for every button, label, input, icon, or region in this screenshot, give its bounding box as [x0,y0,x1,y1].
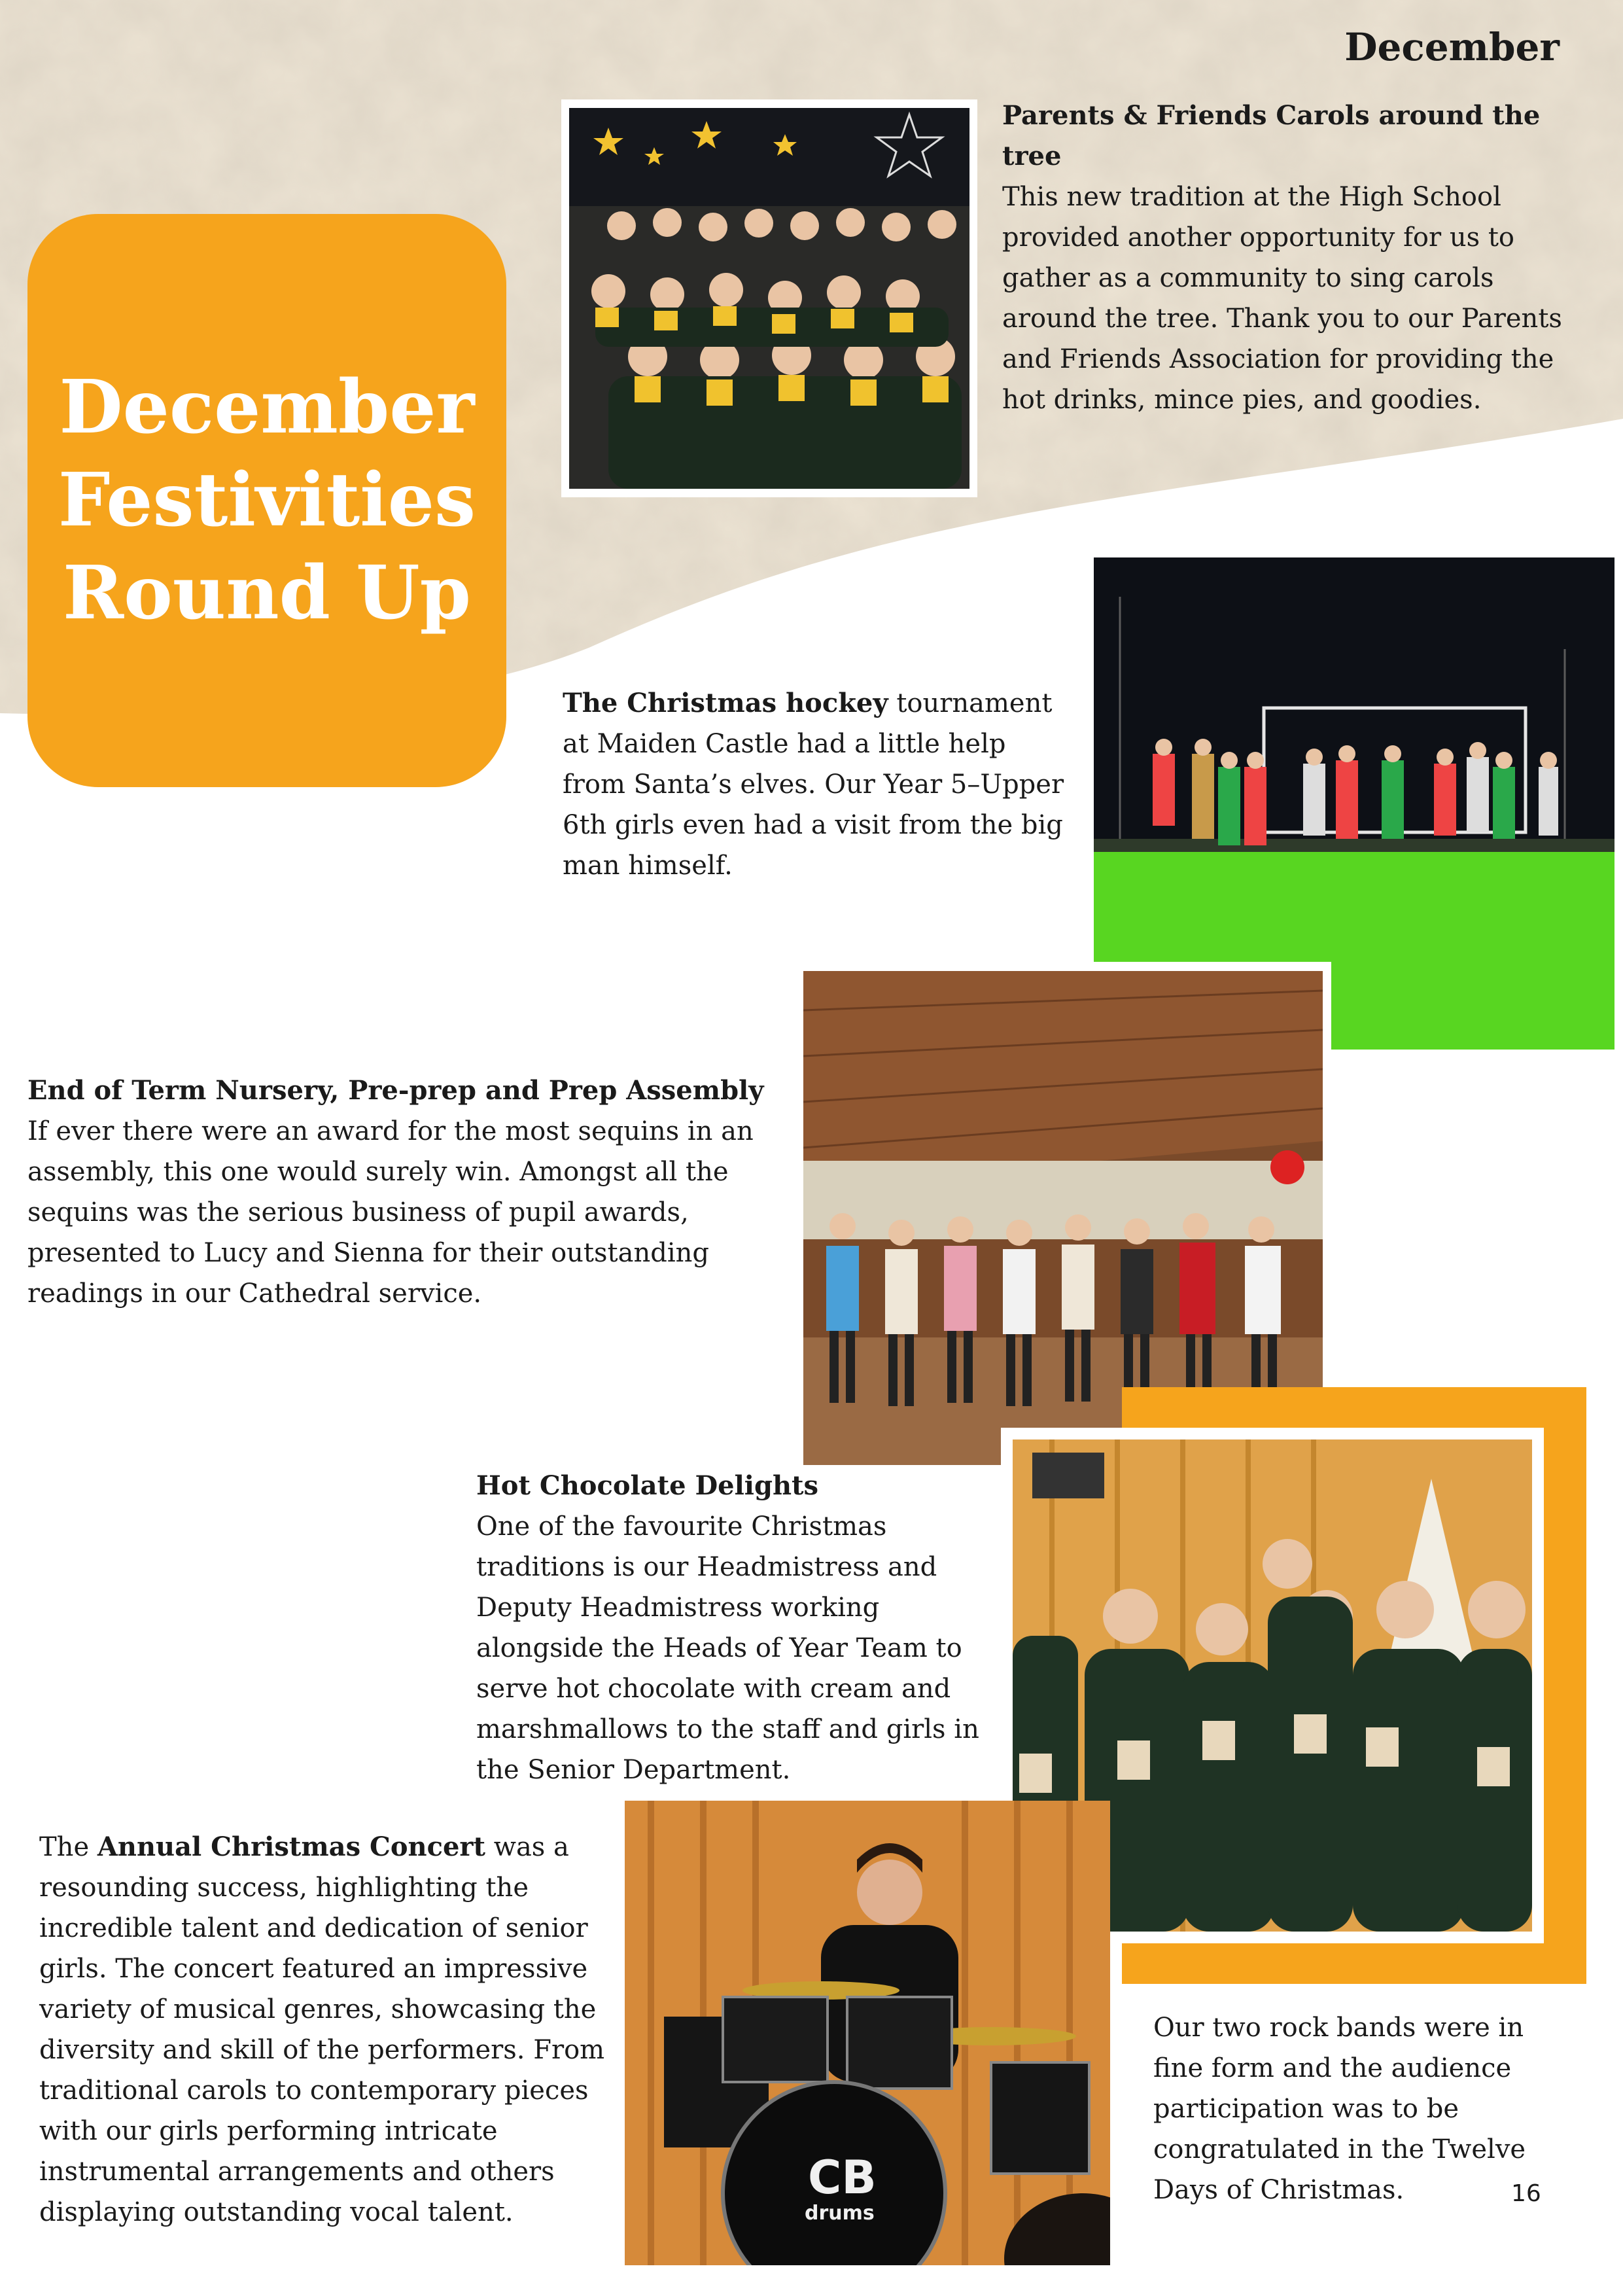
carols-heading: Parents & Friends Carols around the tree [1002,100,1541,171]
carols-photo [569,108,969,489]
concert-photo [625,1801,1110,2265]
hot-chocolate-section [476,1466,993,1790]
title-line-1: December [59,364,475,450]
hockey-body: tournament at Maiden Castle had a little help from Santa’s elves. Our Year 5–Upper 6th girls even had a visit from the big man himself. [563,688,1064,881]
assembly-section [27,1070,773,1314]
drum-logo-sub: drums [805,2202,875,2225]
concert-prefix: The [39,1832,97,1862]
title-line-2: Festivities [58,457,476,543]
month-label: December [1344,25,1560,69]
carols-body: This new tradition at the High School provided another opportunity for us to gather as a community to sing carols around the tree. Thank you to our Parents and Friends Association for providing the hot drinks, mince pies, and goodies. [1002,182,1562,415]
concert-section [39,1827,615,2233]
hockey-heading: The Christmas hockey [563,688,888,718]
page-title [58,361,476,641]
hot-chocolate-heading: Hot Chocolate Delights [476,1470,819,1501]
title-box [27,214,506,787]
page-number: 16 [1511,2180,1541,2207]
concert-heading: Annual Christmas Concert [97,1831,485,1862]
hockey-section [563,683,1073,886]
concert-body: was a resounding success, highlighting the incredible talent and dedication of senior girls. The concert featured an impressive variety of musical genres, showcasing the diversity and skill of the performers. From traditional carols to contemporary pieces with our girls performing intricate instrumental arrangements and others displaying outstanding vocal talent. [39,1832,605,2227]
hot-chocolate-body: One of the favourite Christmas traditions is our Headmistress and Deputy Headmistress working alongside the Heads of Year Team to serve hot chocolate with cream and marshmallows to the staff and girls in the Senior Department. [476,1511,979,1785]
assembly-heading: End of Term Nursery, Pre-prep and Prep Assembly [27,1075,764,1106]
rock-bands-body: Our two rock bands were in fine form and the audience participation was to be congratulated in the Twelve Days of Christmas. [1153,2013,1526,2205]
carols-section [1002,96,1571,420]
title-line-3: Round Up [63,550,471,637]
drum-logo: CB [808,2151,877,2204]
rock-bands-section [1153,2007,1546,2210]
assembly-body: If ever there were an award for the most sequins in an assembly, this one would surely win. Amongst all the sequins was the serious business of pupil awards, presented to Lucy and Sienna for their outstanding readings in our Cathedral service. [27,1116,754,1309]
